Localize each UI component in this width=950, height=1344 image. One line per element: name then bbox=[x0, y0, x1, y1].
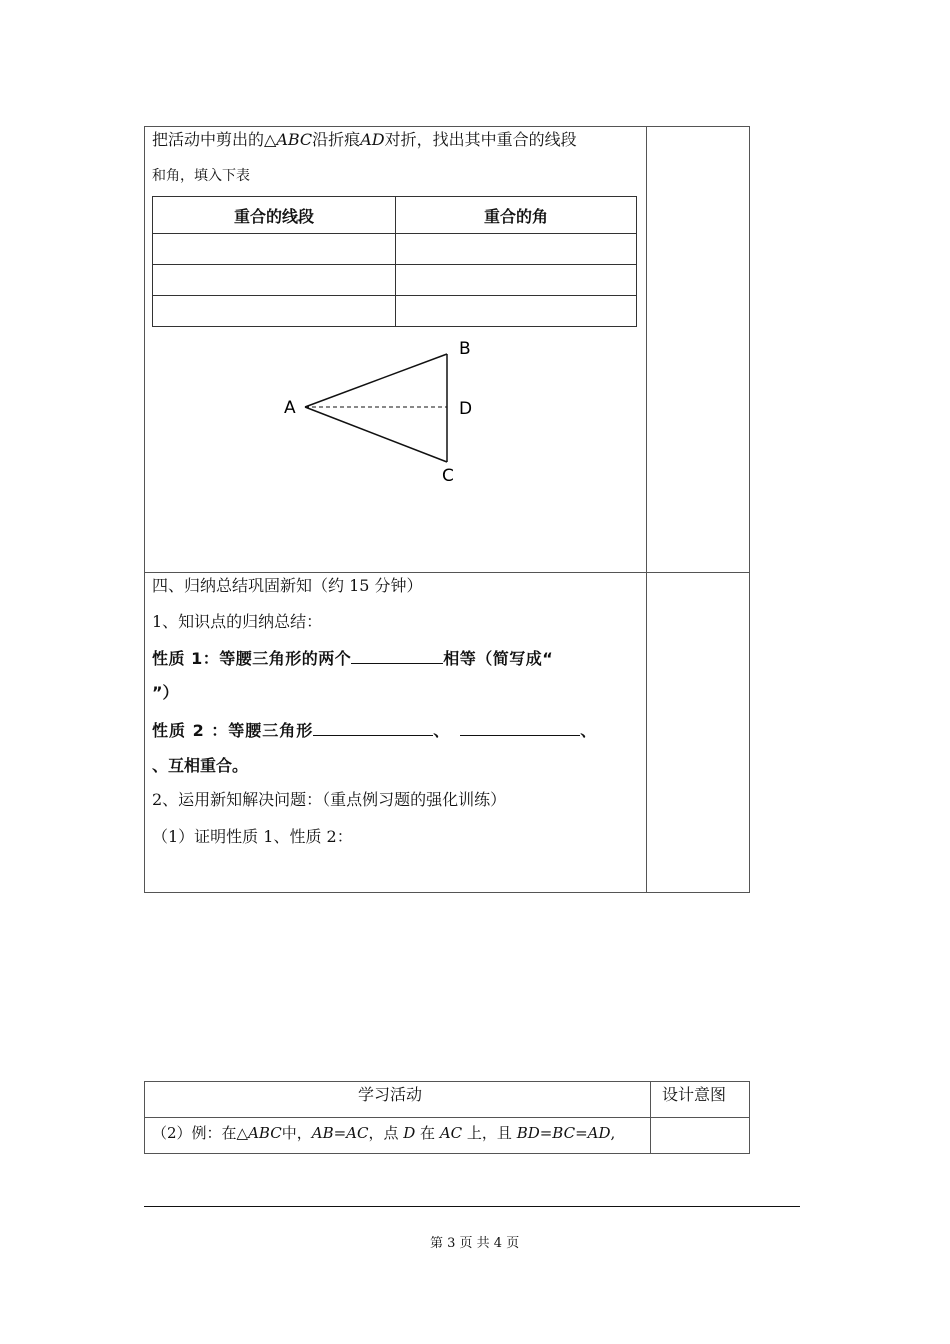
section4-sub1: （1）证明性质 1、性质 2： bbox=[152, 827, 353, 846]
label-b: B bbox=[459, 339, 471, 359]
section4-item1: 1、知识点的归纳总结： bbox=[152, 612, 323, 631]
footer-rule bbox=[144, 1206, 800, 1207]
upper-table-column-divider bbox=[646, 126, 647, 893]
table-cell-blank[interactable] bbox=[396, 234, 637, 265]
upper-table-row-divider bbox=[144, 572, 750, 573]
property2-line1: 性质 2 ：等腰三角形 、 、 bbox=[152, 721, 598, 740]
segment-ac bbox=[305, 407, 447, 462]
property1-blank[interactable] bbox=[351, 647, 443, 664]
coincident-parts-table bbox=[152, 196, 637, 327]
section3-line2: 和角，填入下表 bbox=[152, 168, 250, 184]
label-c: C bbox=[442, 466, 454, 486]
property1-line2: ”） bbox=[152, 683, 179, 702]
section4-heading: 四、归纳总结巩固新知（约 15 分钟） bbox=[152, 576, 423, 595]
property2-blank-2[interactable] bbox=[460, 719, 580, 736]
label-a: A bbox=[284, 398, 296, 418]
property2-line2: 、互相重合。 bbox=[152, 756, 249, 775]
lower-header-design-intent: 设计意图 bbox=[662, 1085, 727, 1104]
page-number: 第 3 页 共 4 页 bbox=[430, 1236, 520, 1251]
table-cell-blank[interactable] bbox=[153, 234, 396, 265]
example-row-text: （2）例：在△ABC中，AB=AC，点 D 在 AC 上，且 BD=BC=AD, bbox=[152, 1124, 616, 1142]
table-cell-blank[interactable] bbox=[153, 296, 396, 327]
triangle-figure bbox=[270, 330, 490, 490]
table-header-segments: 重合的线段 bbox=[153, 197, 396, 234]
table-header-angles: 重合的角 bbox=[396, 197, 637, 234]
segment-ab bbox=[305, 354, 447, 407]
table-cell-blank[interactable] bbox=[153, 265, 396, 296]
lower-table-row-divider bbox=[144, 1117, 750, 1118]
table-cell-blank[interactable] bbox=[396, 296, 637, 327]
table-cell-blank[interactable] bbox=[396, 265, 637, 296]
property2-blank-1[interactable] bbox=[313, 719, 433, 736]
section4-item2: 2、运用新知解决问题：（重点例习题的强化训练） bbox=[152, 790, 507, 809]
lower-header-learning-activity: 学习活动 bbox=[358, 1085, 423, 1104]
property1-line1: 性质 1：等腰三角形的两个 相等（简写成“ bbox=[152, 649, 554, 668]
section3-line1: 把活动中剪出的△ABC沿折痕AD对折，找出其中重合的线段 bbox=[152, 130, 577, 149]
label-d: D bbox=[459, 399, 473, 419]
